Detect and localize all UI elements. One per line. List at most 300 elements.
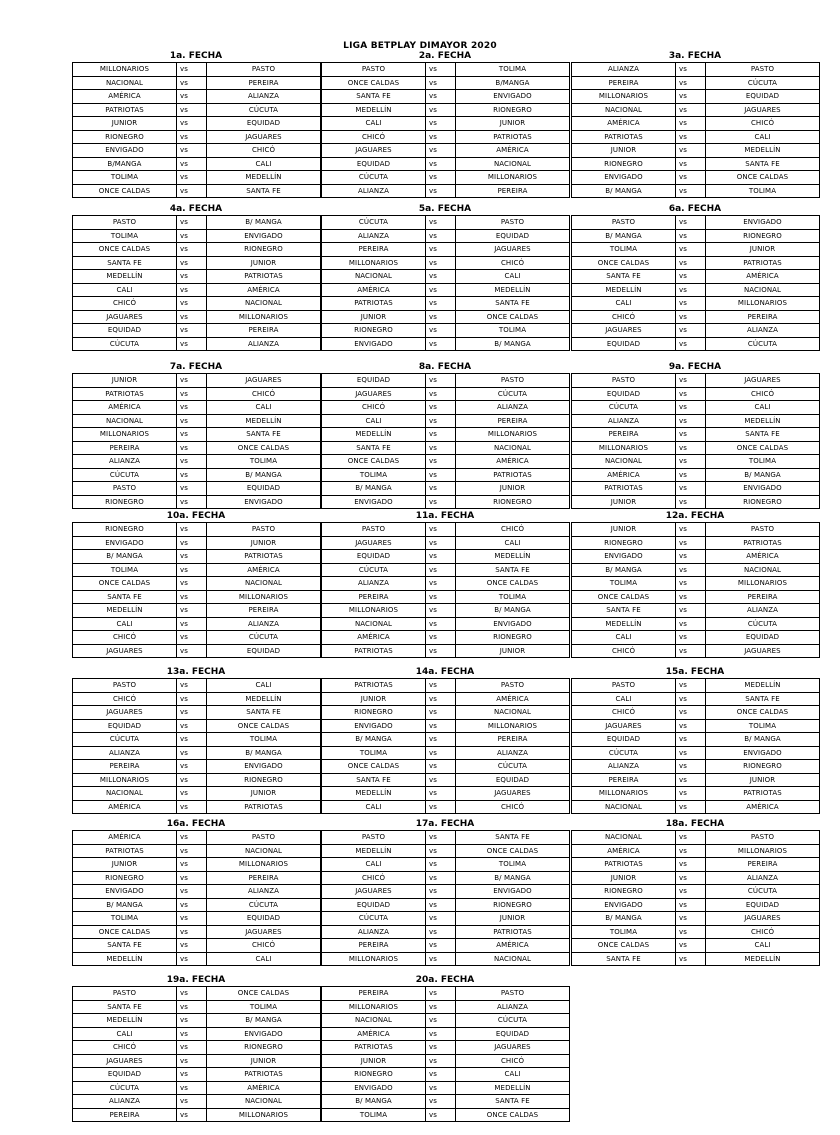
match-row [73, 844, 321, 858]
match-row [572, 324, 820, 338]
match-row [572, 871, 820, 885]
home-team: PEREIRA [572, 428, 676, 442]
home-team: AMÉRICA [73, 90, 177, 104]
versus-label: vs [177, 117, 207, 131]
versus-label: vs [177, 495, 207, 509]
versus-label: vs [426, 1027, 456, 1041]
match-row [572, 171, 820, 185]
away-team: RIONEGRO [207, 773, 321, 787]
away-team: MILLONARIOS [207, 590, 321, 604]
home-team: TOLIMA [572, 925, 676, 939]
away-team: AMÉRICA [706, 270, 820, 284]
fecha-title: 7a. FECHA [169, 362, 223, 372]
home-team: NACIONAL [73, 76, 177, 90]
versus-label: vs [426, 63, 456, 77]
versus-label: vs [426, 523, 456, 537]
home-team: JUNIOR [572, 523, 676, 537]
versus-label: vs [177, 719, 207, 733]
home-team: ONCE CALDAS [322, 76, 426, 90]
home-team: JUNIOR [73, 117, 177, 131]
versus-label: vs [676, 787, 706, 801]
home-team: ENVIGADO [73, 144, 177, 158]
match-row [322, 844, 570, 858]
fixtures-table [321, 373, 570, 509]
away-team: ONCE CALDAS [706, 171, 820, 185]
match-row [322, 800, 570, 814]
home-team: PASTO [73, 216, 177, 230]
match-row [572, 387, 820, 401]
versus-label: vs [426, 324, 456, 338]
home-team: CALI [73, 617, 177, 631]
home-team: EQUIDAD [322, 374, 426, 388]
match-row [322, 283, 570, 297]
versus-label: vs [676, 912, 706, 926]
match-row [73, 858, 321, 872]
away-team: JAGUARES [706, 912, 820, 926]
home-team: CALI [322, 858, 426, 872]
away-team: CHICÓ [207, 144, 321, 158]
away-team: ALIANZA [706, 871, 820, 885]
home-team: JUNIOR [572, 144, 676, 158]
home-team: EQUIDAD [322, 898, 426, 912]
home-team: TOLIMA [73, 171, 177, 185]
match-row [572, 563, 820, 577]
match-row [572, 706, 820, 720]
home-team: ONCE CALDAS [572, 590, 676, 604]
versus-label: vs [426, 310, 456, 324]
home-team: ONCE CALDAS [572, 256, 676, 270]
versus-label: vs [676, 297, 706, 311]
home-team: JUNIOR [322, 1054, 426, 1068]
versus-label: vs [426, 987, 456, 1001]
away-team: CHICÓ [706, 387, 820, 401]
away-team: B/ MANGA [207, 216, 321, 230]
home-team: MILLONARIOS [322, 952, 426, 966]
away-team: PASTO [207, 523, 321, 537]
match-row [572, 617, 820, 631]
fixtures-table [321, 678, 570, 814]
away-team: RIONEGRO [706, 495, 820, 509]
match-row [73, 414, 321, 428]
match-row [572, 760, 820, 774]
versus-label: vs [426, 536, 456, 550]
versus-label: vs [177, 631, 207, 645]
home-team: ENVIGADO [322, 337, 426, 351]
home-team: MEDELLÍN [572, 617, 676, 631]
match-row [322, 441, 570, 455]
versus-label: vs [177, 885, 207, 899]
away-team: PATRIOTAS [456, 130, 570, 144]
fixtures-table [321, 522, 570, 658]
match-row [73, 324, 321, 338]
home-team: ENVIGADO [322, 1081, 426, 1095]
fecha-title: 2a. FECHA [418, 51, 472, 61]
versus-label: vs [676, 939, 706, 953]
home-team: PATRIOTAS [73, 844, 177, 858]
away-team: RIONEGRO [706, 229, 820, 243]
fecha-title: 15a. FECHA [665, 667, 725, 677]
away-team: PEREIRA [207, 76, 321, 90]
versus-label: vs [676, 563, 706, 577]
away-team: RIONEGRO [207, 1041, 321, 1055]
home-team: SANTA FE [572, 952, 676, 966]
home-team: PASTO [73, 679, 177, 693]
versus-label: vs [676, 324, 706, 338]
versus-label: vs [426, 1108, 456, 1122]
away-team: CÚCUTA [706, 76, 820, 90]
away-team: EQUIDAD [207, 117, 321, 131]
away-team: PATRIOTAS [207, 1068, 321, 1082]
versus-label: vs [177, 536, 207, 550]
match-row [322, 130, 570, 144]
match-row [73, 760, 321, 774]
home-team: PASTO [73, 482, 177, 496]
match-row [73, 171, 321, 185]
home-team: PASTO [572, 216, 676, 230]
away-team: PATRIOTAS [456, 468, 570, 482]
versus-label: vs [426, 184, 456, 198]
home-team: MILLONARIOS [572, 90, 676, 104]
away-team: JUNIOR [207, 536, 321, 550]
home-team: PASTO [73, 987, 177, 1001]
away-team: EQUIDAD [456, 229, 570, 243]
away-team: PASTO [706, 831, 820, 845]
match-row [572, 482, 820, 496]
match-row [73, 617, 321, 631]
away-team: RIONEGRO [207, 243, 321, 257]
versus-label: vs [177, 773, 207, 787]
versus-label: vs [676, 495, 706, 509]
home-team: EQUIDAD [572, 337, 676, 351]
match-row [73, 482, 321, 496]
home-team: PATRIOTAS [322, 297, 426, 311]
home-team: EQUIDAD [73, 324, 177, 338]
home-team: B/ MANGA [572, 229, 676, 243]
match-row [73, 733, 321, 747]
away-team: PASTO [456, 374, 570, 388]
versus-label: vs [177, 130, 207, 144]
versus-label: vs [676, 746, 706, 760]
home-team: PATRIOTAS [322, 644, 426, 658]
match-row [73, 925, 321, 939]
versus-label: vs [177, 800, 207, 814]
home-team: MILLONARIOS [322, 604, 426, 618]
versus-label: vs [426, 387, 456, 401]
versus-label: vs [177, 297, 207, 311]
versus-label: vs [426, 283, 456, 297]
versus-label: vs [676, 604, 706, 618]
match-row [572, 746, 820, 760]
fixtures-table [72, 678, 321, 814]
versus-label: vs [426, 337, 456, 351]
match-row [572, 229, 820, 243]
away-team: JUNIOR [706, 773, 820, 787]
versus-label: vs [426, 1000, 456, 1014]
home-team: JAGUARES [322, 387, 426, 401]
versus-label: vs [426, 831, 456, 845]
fecha-title: 16a. FECHA [166, 819, 226, 829]
home-team: RIONEGRO [73, 130, 177, 144]
home-team: CALI [572, 692, 676, 706]
versus-label: vs [177, 184, 207, 198]
versus-label: vs [177, 871, 207, 885]
home-team: PEREIRA [322, 243, 426, 257]
match-row [572, 216, 820, 230]
home-team: TOLIMA [322, 1108, 426, 1122]
home-team: JAGUARES [73, 644, 177, 658]
away-team: ONCE CALDAS [456, 1108, 570, 1122]
match-row [572, 374, 820, 388]
away-team: PATRIOTAS [706, 256, 820, 270]
home-team: CHICÓ [572, 706, 676, 720]
versus-label: vs [426, 243, 456, 257]
away-team: ALIANZA [706, 604, 820, 618]
match-row [322, 644, 570, 658]
away-team: RIONEGRO [706, 760, 820, 774]
away-team: ALIANZA [207, 337, 321, 351]
home-team: B/ MANGA [73, 898, 177, 912]
away-team: NACIONAL [706, 283, 820, 297]
home-team: JAGUARES [572, 324, 676, 338]
away-team: MEDELLÍN [456, 550, 570, 564]
versus-label: vs [426, 719, 456, 733]
match-row [572, 773, 820, 787]
home-team: JUNIOR [73, 374, 177, 388]
home-team: JAGUARES [73, 1054, 177, 1068]
away-team: AMÉRICA [207, 283, 321, 297]
home-team: JAGUARES [322, 144, 426, 158]
match-row [322, 387, 570, 401]
fixtures-table [571, 215, 820, 351]
versus-label: vs [177, 374, 207, 388]
match-row [322, 297, 570, 311]
away-team: PEREIRA [706, 590, 820, 604]
home-team: B/MANGA [73, 157, 177, 171]
away-team: AMÉRICA [706, 800, 820, 814]
home-team: SANTA FE [322, 90, 426, 104]
versus-label: vs [177, 387, 207, 401]
fecha-title: 20a. FECHA [415, 975, 475, 985]
versus-label: vs [426, 679, 456, 693]
versus-label: vs [676, 130, 706, 144]
match-row [322, 1041, 570, 1055]
match-row [572, 733, 820, 747]
match-row [572, 885, 820, 899]
versus-label: vs [177, 441, 207, 455]
away-team: PEREIRA [207, 324, 321, 338]
match-row [322, 157, 570, 171]
versus-label: vs [426, 171, 456, 185]
versus-label: vs [676, 577, 706, 591]
away-team: PEREIRA [207, 871, 321, 885]
away-team: CALI [207, 157, 321, 171]
home-team: ONCE CALDAS [73, 184, 177, 198]
home-team: MEDELLÍN [322, 428, 426, 442]
versus-label: vs [177, 1027, 207, 1041]
page-title: LIGA BETPLAY DIMAYOR 2020 [343, 41, 497, 51]
versus-label: vs [676, 885, 706, 899]
away-team: PATRIOTAS [207, 550, 321, 564]
home-team: MEDELLÍN [73, 270, 177, 284]
match-row [572, 414, 820, 428]
home-team: B/ MANGA [73, 550, 177, 564]
away-team: SANTA FE [456, 1095, 570, 1109]
away-team: MILLONARIOS [456, 428, 570, 442]
home-team: ENVIGADO [572, 171, 676, 185]
home-team: JAGUARES [572, 719, 676, 733]
versus-label: vs [426, 455, 456, 469]
match-row [322, 1000, 570, 1014]
home-team: ALIANZA [322, 925, 426, 939]
away-team: MILLONARIOS [207, 310, 321, 324]
home-team: AMÉRICA [73, 800, 177, 814]
away-team: PASTO [207, 63, 321, 77]
match-row [73, 256, 321, 270]
home-team: B/ MANGA [572, 184, 676, 198]
match-row [73, 495, 321, 509]
match-row [322, 1027, 570, 1041]
versus-label: vs [177, 1081, 207, 1095]
match-row [73, 1041, 321, 1055]
versus-label: vs [177, 144, 207, 158]
fecha-title: 1a. FECHA [169, 51, 223, 61]
away-team: SANTA FE [456, 563, 570, 577]
versus-label: vs [426, 495, 456, 509]
versus-label: vs [676, 337, 706, 351]
versus-label: vs [676, 482, 706, 496]
home-team: ONCE CALDAS [572, 939, 676, 953]
fecha-block [72, 51, 320, 198]
versus-label: vs [177, 428, 207, 442]
versus-label: vs [177, 1041, 207, 1055]
versus-label: vs [177, 604, 207, 618]
away-team: JUNIOR [456, 482, 570, 496]
versus-label: vs [177, 1068, 207, 1082]
away-team: CÚCUTA [706, 885, 820, 899]
versus-label: vs [676, 243, 706, 257]
match-row [73, 550, 321, 564]
home-team: PATRIOTAS [73, 387, 177, 401]
versus-label: vs [426, 577, 456, 591]
home-team: TOLIMA [73, 563, 177, 577]
match-row [73, 184, 321, 198]
fecha-block [571, 51, 819, 198]
versus-label: vs [426, 229, 456, 243]
home-team: CALI [322, 414, 426, 428]
match-row [322, 885, 570, 899]
match-row [322, 925, 570, 939]
away-team: ENVIGADO [706, 216, 820, 230]
fecha-title: 18a. FECHA [665, 819, 725, 829]
home-team: SANTA FE [73, 939, 177, 953]
home-team: MEDELLÍN [322, 103, 426, 117]
match-row [73, 157, 321, 171]
away-team: CÚCUTA [706, 617, 820, 631]
home-team: JAGUARES [322, 885, 426, 899]
away-team: RIONEGRO [456, 495, 570, 509]
away-team: ONCE CALDAS [706, 441, 820, 455]
match-row [572, 952, 820, 966]
away-team: AMÉRICA [456, 144, 570, 158]
versus-label: vs [426, 617, 456, 631]
versus-label: vs [676, 184, 706, 198]
fecha-block [72, 975, 320, 1122]
away-team: CALI [456, 1068, 570, 1082]
versus-label: vs [426, 733, 456, 747]
versus-label: vs [426, 144, 456, 158]
away-team: JUNIOR [706, 243, 820, 257]
match-row [322, 229, 570, 243]
match-row [572, 844, 820, 858]
versus-label: vs [177, 401, 207, 415]
home-team: B/ MANGA [322, 482, 426, 496]
match-row [73, 1014, 321, 1028]
away-team: MILLONARIOS [706, 577, 820, 591]
away-team: NACIONAL [207, 1095, 321, 1109]
match-row [572, 800, 820, 814]
away-team: MILLONARIOS [706, 297, 820, 311]
home-team: AMÉRICA [572, 468, 676, 482]
match-row [73, 577, 321, 591]
match-row [572, 912, 820, 926]
home-team: AMÉRICA [73, 831, 177, 845]
home-team: CALI [572, 631, 676, 645]
match-row [572, 297, 820, 311]
versus-label: vs [177, 283, 207, 297]
away-team: TOLIMA [456, 590, 570, 604]
versus-label: vs [177, 1095, 207, 1109]
versus-label: vs [676, 925, 706, 939]
away-team: ONCE CALDAS [456, 577, 570, 591]
home-team: MEDELLÍN [73, 1014, 177, 1028]
home-team: PASTO [322, 831, 426, 845]
match-row [322, 939, 570, 953]
match-row [322, 103, 570, 117]
match-row [73, 90, 321, 104]
match-row [572, 604, 820, 618]
home-team: CALI [572, 297, 676, 311]
match-row [322, 563, 570, 577]
away-team: SANTA FE [706, 157, 820, 171]
home-team: CÚCUTA [322, 171, 426, 185]
versus-label: vs [177, 787, 207, 801]
away-team: JAGUARES [456, 1041, 570, 1055]
match-row [572, 243, 820, 257]
away-team: PEREIRA [706, 858, 820, 872]
away-team: RIONEGRO [456, 631, 570, 645]
fecha-title: 11a. FECHA [415, 511, 475, 521]
away-team: SANTA FE [207, 428, 321, 442]
fixtures-table [72, 830, 321, 966]
home-team: CHICÓ [73, 692, 177, 706]
away-team: PASTO [706, 63, 820, 77]
away-team: MEDELLÍN [706, 144, 820, 158]
away-team: MEDELLÍN [706, 679, 820, 693]
away-team: ALIANZA [207, 90, 321, 104]
match-row [572, 337, 820, 351]
away-team: ALIANZA [706, 324, 820, 338]
home-team: ALIANZA [572, 63, 676, 77]
match-row [322, 401, 570, 415]
away-team: TOLIMA [456, 858, 570, 872]
versus-label: vs [676, 536, 706, 550]
fecha-block [571, 204, 819, 351]
fecha-block [321, 667, 569, 814]
away-team: ONCE CALDAS [456, 310, 570, 324]
home-team: ALIANZA [73, 455, 177, 469]
versus-label: vs [177, 482, 207, 496]
home-team: AMÉRICA [322, 283, 426, 297]
